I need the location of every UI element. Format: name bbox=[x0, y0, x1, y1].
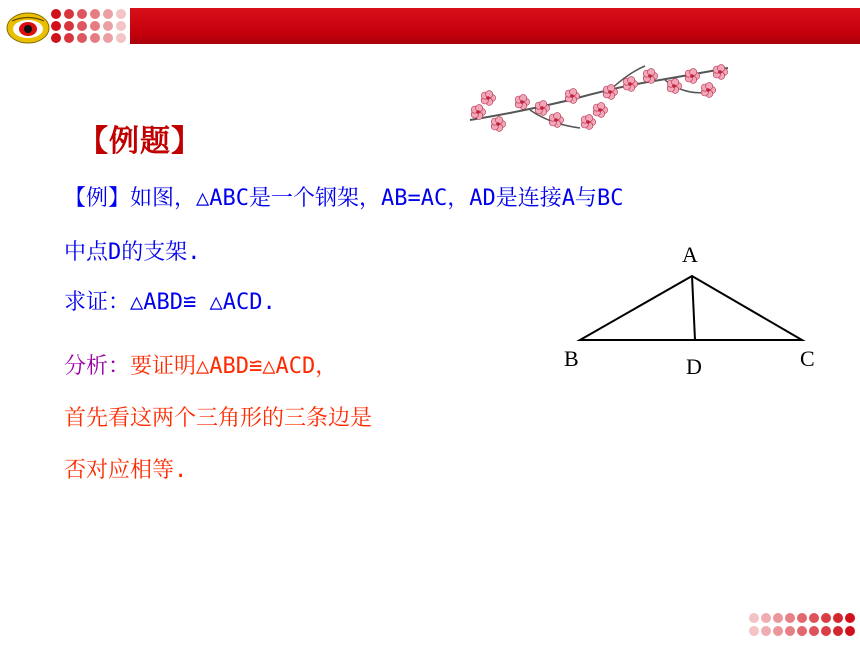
blossom-flower bbox=[685, 69, 699, 84]
school-logo-icon bbox=[6, 12, 50, 44]
label-b: B bbox=[564, 346, 579, 371]
decor-dot bbox=[116, 21, 126, 31]
blossom-flower bbox=[535, 101, 549, 116]
decor-dot bbox=[773, 626, 783, 636]
analysis-line-2: 首先看这两个三角形的三条边是 bbox=[64, 406, 373, 431]
decor-dot bbox=[77, 9, 87, 19]
triangle-abc bbox=[580, 276, 802, 340]
segment-ad bbox=[692, 276, 695, 340]
analysis-line-1 bbox=[64, 354, 337, 380]
blossom-flower bbox=[593, 103, 607, 118]
decor-dot bbox=[821, 626, 831, 636]
decor-dot bbox=[773, 613, 783, 623]
label-c: C bbox=[800, 346, 815, 371]
decor-dot bbox=[103, 9, 113, 19]
decor-dot bbox=[77, 21, 87, 31]
decor-dot bbox=[116, 33, 126, 43]
decor-dot bbox=[51, 9, 61, 19]
decor-dot bbox=[749, 626, 759, 636]
blossom-flower bbox=[623, 77, 637, 92]
decor-dot bbox=[116, 9, 126, 19]
decor-dot bbox=[51, 33, 61, 43]
blossom-flower bbox=[565, 89, 579, 104]
decor-dot bbox=[833, 626, 843, 636]
proof-statement: 求证：△ABD≌ △ACD. bbox=[64, 290, 276, 315]
blossom-flower bbox=[481, 91, 495, 106]
blossom-flower bbox=[667, 79, 681, 94]
blossom-flower bbox=[581, 115, 595, 130]
decor-dot bbox=[51, 21, 61, 31]
footer-dot-grid bbox=[748, 612, 858, 642]
analysis-line-3: 否对应相等. bbox=[64, 458, 188, 483]
triangle-diagram bbox=[556, 236, 836, 386]
analysis-line-1-text: 要证明△ABD≌△ACD， bbox=[130, 354, 338, 379]
example-line-1: 【例】如图，△ABC是一个钢架，AB=AC，AD是连接A与BC bbox=[64, 186, 624, 211]
page-title: 【例题】 bbox=[78, 124, 202, 159]
decor-dot bbox=[761, 613, 771, 623]
decor-dot bbox=[90, 33, 100, 43]
decor-dot bbox=[785, 626, 795, 636]
example-line-2: 中点D的支架. bbox=[64, 240, 201, 265]
decor-dot bbox=[90, 21, 100, 31]
decor-dot bbox=[833, 613, 843, 623]
header-bar bbox=[130, 8, 860, 44]
blossom-flower bbox=[491, 117, 505, 132]
decor-dot bbox=[64, 33, 74, 43]
blossom-flower bbox=[549, 113, 563, 128]
analysis-label: 分析： bbox=[64, 354, 131, 379]
decor-dot bbox=[845, 613, 855, 623]
decor-dot bbox=[64, 21, 74, 31]
blossom-flower bbox=[713, 65, 727, 80]
decor-dot bbox=[821, 613, 831, 623]
blossom-flower bbox=[603, 85, 617, 100]
label-d: D bbox=[686, 354, 702, 379]
decor-dot bbox=[64, 9, 74, 19]
decor-dot bbox=[90, 9, 100, 19]
decor-dot bbox=[103, 21, 113, 31]
blossom-flower bbox=[515, 95, 529, 110]
decor-dot bbox=[785, 613, 795, 623]
decor-dot bbox=[103, 33, 113, 43]
decor-dot bbox=[809, 613, 819, 623]
plum-blossom-branch-icon bbox=[460, 62, 730, 142]
decor-dot bbox=[809, 626, 819, 636]
decor-dot bbox=[797, 613, 807, 623]
decor-dot bbox=[77, 33, 87, 43]
blossom-flower bbox=[701, 83, 715, 98]
label-a: A bbox=[682, 242, 698, 267]
header-dot-grid bbox=[50, 8, 128, 46]
decor-dot bbox=[845, 626, 855, 636]
decor-dot bbox=[749, 613, 759, 623]
decor-dot bbox=[761, 626, 771, 636]
decor-dot bbox=[797, 626, 807, 636]
